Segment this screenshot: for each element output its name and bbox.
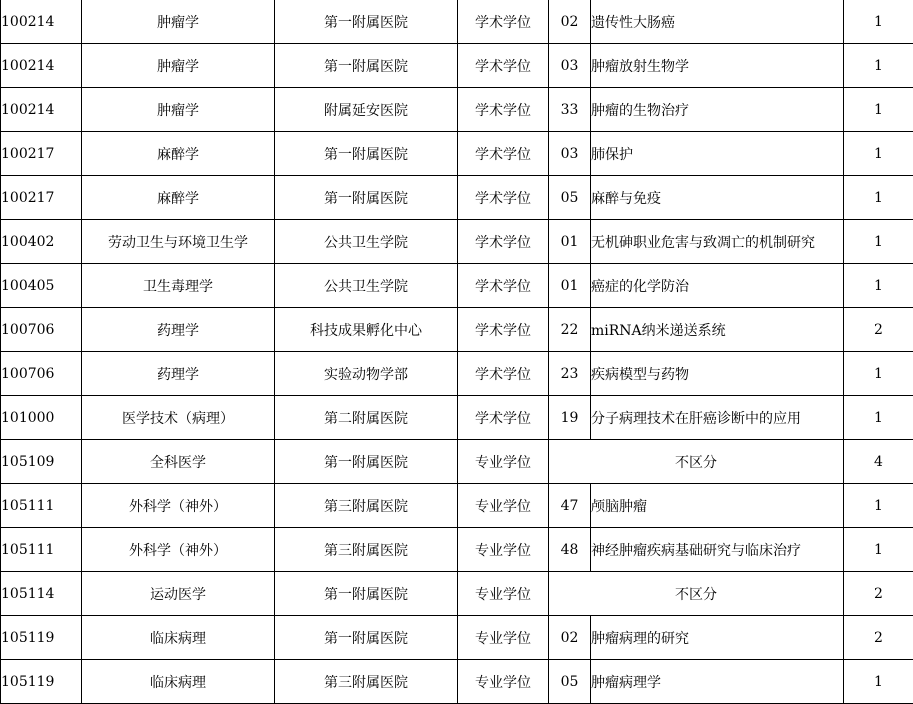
major-name-cell: 劳动卫生与环境卫生学 [82,220,275,264]
major-code-cell: 105114 [1,572,82,616]
quota-cell: 1 [844,132,913,176]
table-row [1,220,913,264]
direction-name-cell: 肿瘤病理学 [591,660,844,704]
major-name-cell: 临床病理 [82,660,275,704]
unit-cell: 第一附属医院 [275,44,458,88]
unit-cell: 公共卫生学院 [275,220,458,264]
table-row [1,264,913,308]
degree-type-cell: 专业学位 [458,440,549,484]
degree-type-cell: 学术学位 [458,220,549,264]
direction-code-cell: 02 [549,616,591,660]
quota-cell: 1 [844,0,913,44]
table-row [1,396,913,440]
unit-cell: 附属延安医院 [275,88,458,132]
unit-cell: 第一附属医院 [275,0,458,44]
major-code-cell: 100706 [1,352,82,396]
major-code-cell: 100217 [1,176,82,220]
major-name-cell: 卫生毒理学 [82,264,275,308]
major-name-cell: 肿瘤学 [82,88,275,132]
major-name-cell: 临床病理 [82,616,275,660]
direction-name-cell: 分子病理技术在肝癌诊断中的应用 [591,396,844,440]
degree-type-cell: 学术学位 [458,0,549,44]
major-code-cell: 100214 [1,0,82,44]
unit-cell: 第一附属医院 [275,176,458,220]
major-name-cell: 肿瘤学 [82,0,275,44]
unit-cell: 第二附属医院 [275,396,458,440]
major-code-cell: 105109 [1,440,82,484]
major-code-cell: 101000 [1,396,82,440]
degree-type-cell: 专业学位 [458,572,549,616]
major-name-cell: 外科学（神外） [82,484,275,528]
direction-code-cell: 19 [549,396,591,440]
major-code-cell: 105111 [1,484,82,528]
unit-cell: 第三附属医院 [275,528,458,572]
major-code-cell: 100402 [1,220,82,264]
direction-code-cell: 33 [549,88,591,132]
degree-type-cell: 专业学位 [458,616,549,660]
direction-name-cell: 肺保护 [591,132,844,176]
table-row [1,528,913,572]
degree-type-cell: 专业学位 [458,484,549,528]
direction-name-cell: 遗传性大肠癌 [591,0,844,44]
direction-code-cell: 23 [549,352,591,396]
major-code-cell: 100706 [1,308,82,352]
quota-cell: 1 [844,484,913,528]
direction-code-cell: 02 [549,0,591,44]
degree-type-cell: 专业学位 [458,528,549,572]
direction-name-cell: 颅脑肿瘤 [591,484,844,528]
direction-name-cell: miRNA纳米递送系统 [591,308,844,352]
unit-cell: 公共卫生学院 [275,264,458,308]
table-row [1,176,913,220]
major-code-cell: 100217 [1,132,82,176]
table-row [1,0,913,44]
table-row [1,352,913,396]
table-row [1,308,913,352]
degree-type-cell: 学术学位 [458,308,549,352]
major-name-cell: 医学技术（病理） [82,396,275,440]
major-name-cell: 麻醉学 [82,176,275,220]
direction-code-cell: 01 [549,220,591,264]
quota-cell: 1 [844,44,913,88]
major-name-cell: 药理学 [82,308,275,352]
major-name-cell: 运动医学 [82,572,275,616]
unit-cell: 第一附属医院 [275,132,458,176]
major-code-cell: 100214 [1,44,82,88]
degree-type-cell: 学术学位 [458,132,549,176]
unit-cell: 第三附属医院 [275,660,458,704]
major-code-cell: 105119 [1,616,82,660]
direction-code-cell: 03 [549,132,591,176]
direction-name-cell: 肿瘤放射生物学 [591,44,844,88]
major-name-cell: 药理学 [82,352,275,396]
quota-cell: 1 [844,660,913,704]
major-name-cell: 肿瘤学 [82,44,275,88]
direction-name-cell: 肿瘤的生物治疗 [591,88,844,132]
direction-name-cell: 疾病模型与药物 [591,352,844,396]
direction-name-cell: 麻醉与免疫 [591,176,844,220]
direction-code-cell: 05 [549,660,591,704]
quota-cell: 2 [844,572,913,616]
direction-code-cell: 05 [549,176,591,220]
direction-code-cell: 22 [549,308,591,352]
quota-cell: 1 [844,88,913,132]
unit-cell: 第一附属医院 [275,572,458,616]
direction-name-cell: 癌症的化学防治 [591,264,844,308]
quota-cell: 1 [844,396,913,440]
degree-type-cell: 学术学位 [458,176,549,220]
quota-cell: 1 [844,352,913,396]
major-name-cell: 麻醉学 [82,132,275,176]
major-code-cell: 105111 [1,528,82,572]
major-code-cell: 100405 [1,264,82,308]
quota-cell: 1 [844,264,913,308]
table-row [1,132,913,176]
degree-type-cell: 学术学位 [458,396,549,440]
direction-name-cell: 无机砷职业危害与致凋亡的机制研究 [591,220,844,264]
quota-cell: 1 [844,220,913,264]
quota-cell: 2 [844,616,913,660]
table-row [1,44,913,88]
major-name-cell: 外科学（神外） [82,528,275,572]
degree-type-cell: 学术学位 [458,352,549,396]
major-code-cell: 105119 [1,660,82,704]
table-row [1,440,913,484]
unit-cell: 第三附属医院 [275,484,458,528]
major-code-cell: 100214 [1,88,82,132]
quota-cell: 1 [844,528,913,572]
table-row [1,616,913,660]
quota-cell: 2 [844,308,913,352]
direction-code-cell: 48 [549,528,591,572]
direction-name-cell: 神经肿瘤疾病基础研究与临床治疗 [591,528,844,572]
direction-code-cell: 01 [549,264,591,308]
direction-merged-cell: 不区分 [549,572,844,616]
direction-code-cell: 47 [549,484,591,528]
degree-type-cell: 学术学位 [458,44,549,88]
table-row [1,88,913,132]
unit-cell: 第一附属医院 [275,616,458,660]
degree-type-cell: 学术学位 [458,88,549,132]
direction-code-cell: 03 [549,44,591,88]
table-row [1,484,913,528]
quota-cell: 1 [844,176,913,220]
table-row [1,572,913,616]
unit-cell: 科技成果孵化中心 [275,308,458,352]
unit-cell: 实验动物学部 [275,352,458,396]
unit-cell: 第一附属医院 [275,440,458,484]
major-name-cell: 全科医学 [82,440,275,484]
degree-type-cell: 专业学位 [458,660,549,704]
direction-merged-cell: 不区分 [549,440,844,484]
table-body [1,0,913,704]
degree-type-cell: 学术学位 [458,264,549,308]
table-row [1,660,913,704]
direction-name-cell: 肿瘤病理的研究 [591,616,844,660]
quota-cell: 4 [844,440,913,484]
